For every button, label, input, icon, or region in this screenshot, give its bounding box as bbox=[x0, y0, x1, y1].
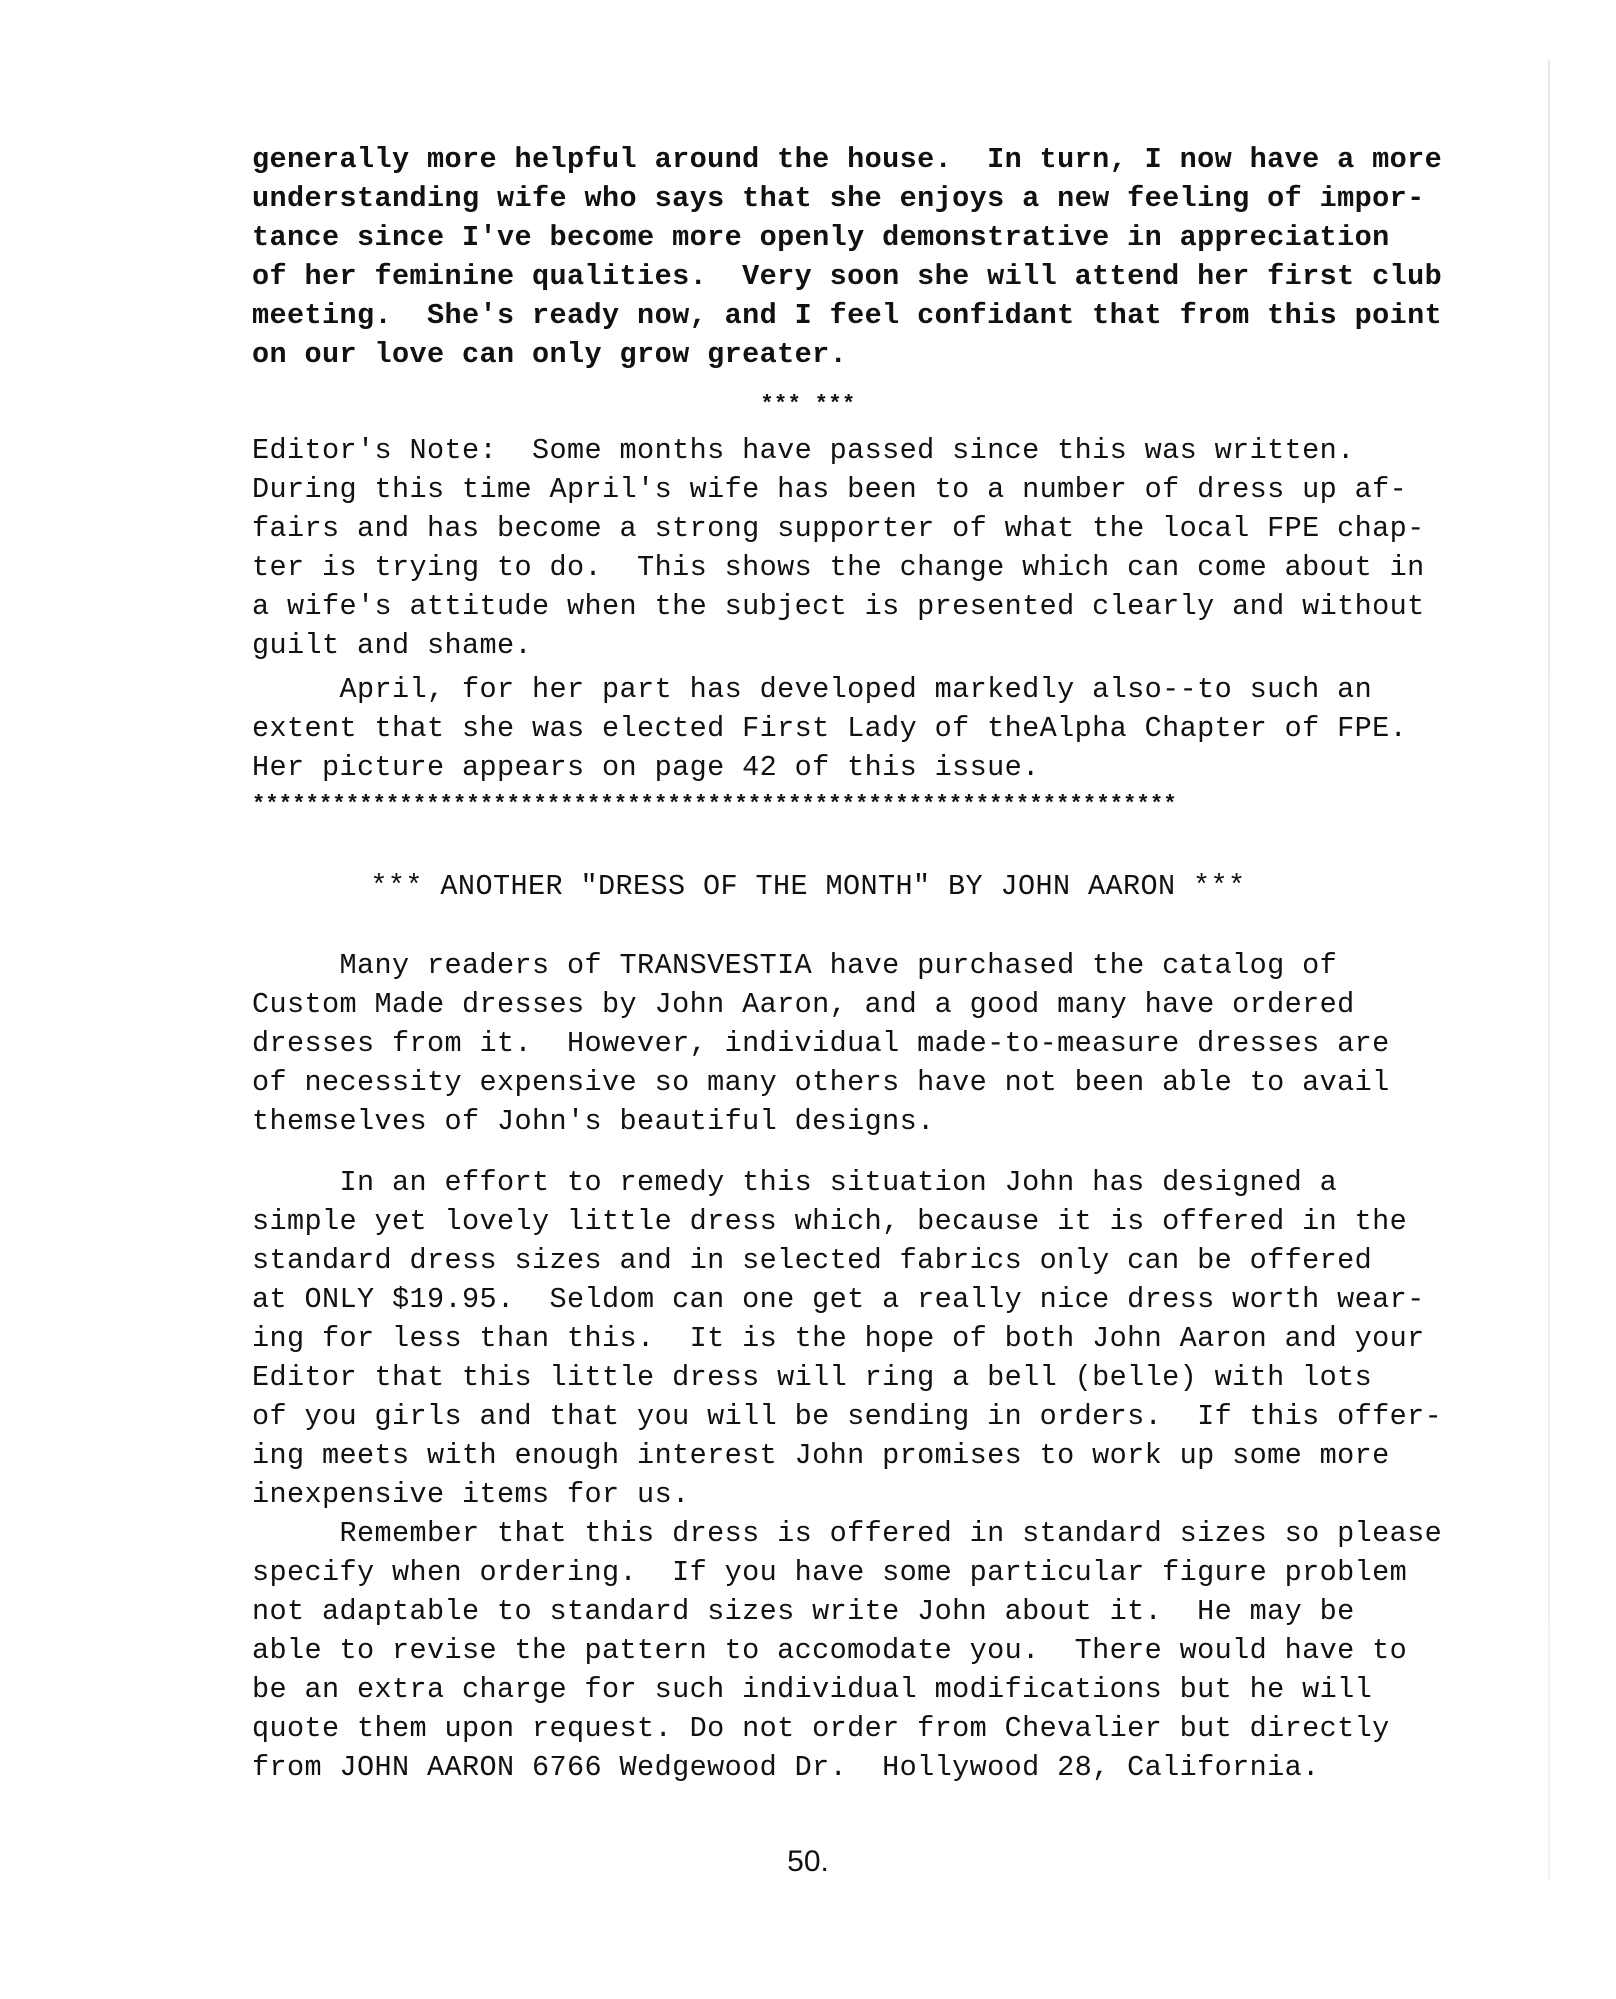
paragraph-1-line-4: of her feminine qualities. Very soon she will attend her first club bbox=[252, 260, 1443, 293]
editors-note-line-6: guilt and shame. bbox=[252, 629, 533, 662]
paragraph-2-line-1: Many readers of TRANSVESTIA have purchased the catalog of bbox=[252, 949, 1338, 982]
paragraph-2-line-5: themselves of John's beautiful designs. bbox=[252, 1105, 935, 1138]
paragraph-1-line-1: generally more helpful around the house. In turn, I now have a more bbox=[252, 143, 1443, 176]
separator-stars: *** *** bbox=[760, 392, 856, 417]
paragraph-3-line-9: inexpensive items for us. bbox=[252, 1478, 690, 1511]
editors-note-line-2: During this time April's wife has been to a number of dress up af- bbox=[252, 473, 1408, 506]
editors-note-line-3: fairs and has become a strong supporter of what the local FPE chap- bbox=[252, 512, 1425, 545]
editors-note-line-5: a wife's attitude when the subject is presented clearly and without bbox=[252, 590, 1425, 623]
paragraph-1-line-5: meeting. She's ready now, and I feel confidant that from this point bbox=[252, 299, 1443, 332]
paragraph-4-line-1: Remember that this dress is offered in standard sizes so please bbox=[252, 1517, 1443, 1550]
paragraph-4-line-4: able to revise the pattern to accomodate you. There would have to bbox=[252, 1634, 1408, 1667]
paragraph-4-line-2: specify when ordering. If you have some particular figure problem bbox=[252, 1556, 1408, 1589]
paragraph-3-line-2: simple yet lovely little dress which, because it is offered in the bbox=[252, 1205, 1408, 1238]
paragraph-3-line-4: at ONLY $19.95. Seldom can one get a really nice dress worth wear- bbox=[252, 1283, 1425, 1316]
paragraph-2-line-4: of necessity expensive so many others have not been able to avail bbox=[252, 1066, 1390, 1099]
paragraph-3-line-8: ing meets with enough interest John promises to work up some more bbox=[252, 1439, 1390, 1472]
paragraph-2-line-3: dresses from it. However, individual made-to-measure dresses are bbox=[252, 1027, 1390, 1060]
paragraph-1-line-3: tance since I've become more openly demonstrative in appreciation bbox=[252, 221, 1390, 254]
editors-note-2-line-2: extent that she was elected First Lady of theAlpha Chapter of FPE. bbox=[252, 712, 1408, 745]
editors-note-line-1: Editor's Note: Some months have passed since this was written. bbox=[252, 434, 1355, 467]
paragraph-3-line-6: Editor that this little dress will ring a bell (belle) with lots bbox=[252, 1361, 1373, 1394]
paragraph-4-line-7: from JOHN AARON 6766 Wedgewood Dr. Hollywood 28, California. bbox=[252, 1751, 1320, 1784]
paragraph-4-line-5: be an extra charge for such individual modifications but he will bbox=[252, 1673, 1373, 1706]
star-divider-row: ********************************************************************* bbox=[252, 792, 1177, 817]
page-number: 50. bbox=[787, 1845, 829, 1878]
paragraph-1-line-2: understanding wife who says that she enjoys a new feeling of impor- bbox=[252, 182, 1425, 215]
paragraph-3-line-3: standard dress sizes and in selected fabrics only can be offered bbox=[252, 1244, 1373, 1277]
paragraph-2-line-2: Custom Made dresses by John Aaron, and a good many have ordered bbox=[252, 988, 1355, 1021]
section-heading: *** ANOTHER "DRESS OF THE MONTH" BY JOHN AARON *** bbox=[370, 870, 1246, 903]
paragraph-1-line-6: on our love can only grow greater. bbox=[252, 338, 848, 371]
scan-edge-line bbox=[1548, 60, 1550, 1880]
editors-note-2-line-3: Her picture appears on page 42 of this issue. bbox=[252, 751, 1040, 784]
editors-note-2-line-1: April, for her part has developed markedly also--to such an bbox=[252, 673, 1373, 706]
paragraph-4-line-3: not adaptable to standard sizes write John about it. He may be bbox=[252, 1595, 1355, 1628]
paragraph-4-line-6: quote them upon request. Do not order from Chevalier but directly bbox=[252, 1712, 1390, 1745]
editors-note-line-4: ter is trying to do. This shows the change which can come about in bbox=[252, 551, 1425, 584]
paragraph-3-line-7: of you girls and that you will be sending in orders. If this offer- bbox=[252, 1400, 1443, 1433]
paragraph-3-line-1: In an effort to remedy this situation John has designed a bbox=[252, 1166, 1338, 1199]
paragraph-3-line-5: ing for less than this. It is the hope of both John Aaron and your bbox=[252, 1322, 1425, 1355]
